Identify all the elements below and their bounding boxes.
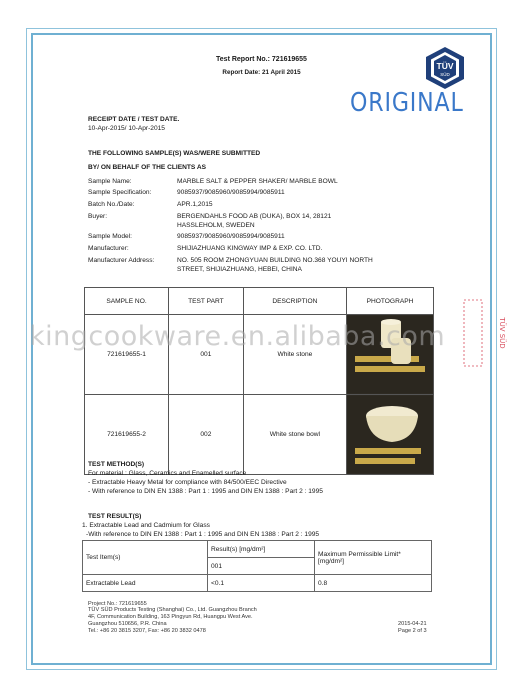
result-item-cell: Extractable Lead <box>83 575 208 592</box>
col-limit-unit: [mg/dm²] <box>318 557 345 565</box>
sample-photo <box>347 395 434 475</box>
field-value: NO. 505 ROOM ZHONGYUAN BUILDING NO.368 YOUYI NORTH <box>177 257 373 264</box>
field-value: 9085937/9085960/9085994/9085911 <box>177 233 285 240</box>
field-label: Sample Name: <box>88 178 132 185</box>
watermark: kingcookware.en.alibaba.com <box>29 321 446 352</box>
test-result-title: TEST RESULT(S) <box>88 513 142 520</box>
footer-city: Guangzhou 510656, P.R. China <box>88 621 167 627</box>
field-label: Batch No./Date: <box>88 201 135 208</box>
sample-table <box>84 287 434 475</box>
footer-address: 4F, Communication Building, 163 Pingyun Rd, Huangpu West Ave. <box>88 614 253 620</box>
field-value: BERGENDAHLS FOOD AB (DUKA), BOX 14, 28121 <box>177 213 332 220</box>
test-method-title: TEST METHOD(S) <box>88 461 145 468</box>
field-value: HASSLEHOLM, SWEDEN <box>177 222 255 229</box>
bowl-photo-icon <box>347 396 433 473</box>
footer-tel: Tel.: +86 20 3815 3207, Fax: +86 20 3832 0478 <box>88 628 206 634</box>
original-stamp: ORIGINAL <box>350 88 464 118</box>
field-label: Manufacturer: <box>88 245 129 252</box>
sample-no-cell: 721619655-1 <box>85 315 169 395</box>
report-number: Test Report No.: 721619655 <box>216 56 307 63</box>
col-sample-no: SAMPLE NO. <box>85 288 169 315</box>
col-limit-title: Maximum Permissible Limit* <box>318 550 401 558</box>
receipt-title: RECEIPT DATE / TEST DATE. <box>88 116 180 123</box>
col-result: Result(s) [mg/dm²] <box>208 541 315 558</box>
submitted-title: THE FOLLOWING SAMPLE(S) WAS/WERE SUBMITTED <box>88 150 261 157</box>
submitted-subtitle: BY/ ON BEHALF OF THE CLIENTS AS <box>88 164 207 171</box>
table-row <box>83 575 432 592</box>
col-photograph: PHOTOGRAPH <box>347 288 434 315</box>
footer-date: 2015-04-21 <box>398 621 427 627</box>
test-result-line: -With reference to DIN EN 1388 : Part 1 : 1995 and DIN EN 1388 : Part 2 : 1995 <box>86 531 320 538</box>
col-test-part: TEST PART <box>169 288 244 315</box>
red-seal-stamp-icon <box>458 298 506 368</box>
test-method-line: For material : Glass, Ceramics and Enamelled surface <box>88 470 247 477</box>
field-label: Sample Specification: <box>88 189 152 196</box>
result-limit-cell: 0.8 <box>315 575 432 592</box>
test-method-line: - With reference to DIN EN 1388 : Part 1 : 1995 and DIN EN 1388 : Part 2 : 1995 <box>88 488 323 495</box>
report-date: Report Date: 21 April 2015 <box>222 69 301 76</box>
col-description: DESCRIPTION <box>243 288 346 315</box>
field-value: MARBLE SALT & PEPPER SHAKER/ MARBLE BOWL <box>177 178 338 185</box>
test-part-cell: 002 <box>169 395 244 475</box>
field-label: Manufacturer Address: <box>88 257 155 264</box>
footer-company: TÜV SÜD Products Testing (Shanghai) Co., Ltd. Guangzhou Branch <box>88 607 257 613</box>
test-part-cell: 001 <box>169 315 244 395</box>
footer-page: Page 2 of 3 <box>398 628 427 634</box>
svg-text:SÜD: SÜD <box>440 72 450 77</box>
field-value: 9085937/9085960/9085994/9085911 <box>177 189 285 196</box>
field-value: APR.1,2015 <box>177 201 213 208</box>
sample-no-cell: 721619655-2 <box>85 395 169 475</box>
field-label: Buyer: <box>88 213 108 220</box>
col-limit <box>315 541 432 575</box>
field-label: Sample Model: <box>88 233 132 240</box>
description-cell: White stone <box>243 315 346 395</box>
result-value-cell: <0.1 <box>208 575 315 592</box>
test-result-line: 1. Extractable Lead and Cadmium for Glass <box>82 522 210 529</box>
svg-text:TÜV: TÜV <box>436 61 454 71</box>
footer-project: Project No.: 721619655 <box>88 601 147 607</box>
svg-text:TÜV SÜD: TÜV SÜD <box>498 317 506 349</box>
result-table <box>82 540 432 592</box>
col-test-item: Test Item(s) <box>83 541 208 575</box>
field-value: SHIJIAZHUANG KINGWAY IMP & EXP. CO. LTD. <box>177 245 323 252</box>
receipt-date: 10-Apr-2015/ 10-Apr-2015 <box>88 125 165 132</box>
test-method-line: - Extractable Heavy Metal for compliance with 84/500/EEC Directive <box>88 479 287 486</box>
description-cell: White stone bowl <box>243 395 346 475</box>
tuv-logo-icon <box>422 46 468 90</box>
field-value: STREET, SHIJIAZHUANG, HEBEI, CHINA <box>177 266 302 273</box>
col-result-sub: 001 <box>208 558 315 575</box>
